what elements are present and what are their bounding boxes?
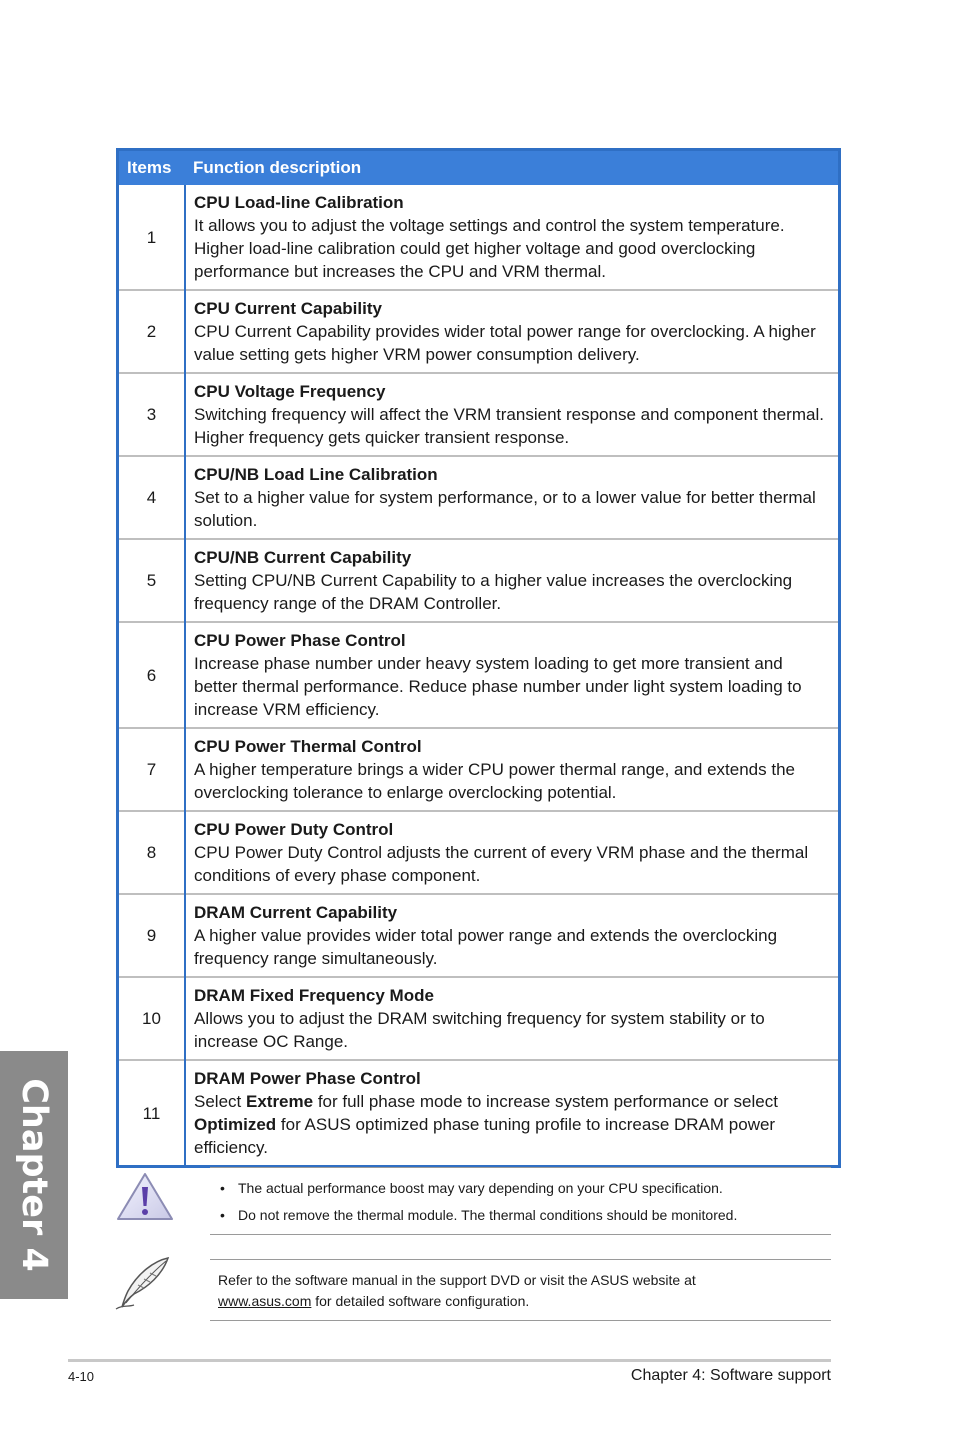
row-desc-bold-optimized: Optimized <box>194 1115 277 1134</box>
row-desc-part: Select <box>194 1092 246 1111</box>
row-description <box>185 894 838 977</box>
warning-note <box>210 1167 831 1235</box>
row-desc-part: for ASUS optimized phase tuning profile to increase DRAM power efficiency. <box>194 1115 776 1157</box>
table-row <box>119 977 838 1060</box>
row-desc: CPU Current Capability provides wider total power range for overclocking. A higher value setting gets higher VRM power consumption delivery. <box>194 322 816 364</box>
row-number: 1 <box>119 185 185 290</box>
row-number: 10 <box>119 977 185 1060</box>
info-note <box>210 1259 831 1321</box>
row-description <box>185 977 838 1060</box>
row-description <box>185 185 838 290</box>
info-note-text <box>210 1260 831 1312</box>
row-title: DRAM Fixed Frequency Mode <box>194 986 434 1005</box>
table-header-row <box>119 151 838 185</box>
footer-chapter-title: Chapter 4: Software support <box>630 1367 831 1384</box>
quill-pen-icon <box>114 1255 174 1311</box>
row-title: CPU Power Thermal Control <box>194 737 422 756</box>
asus-website-link[interactable]: www.asus.com <box>218 1293 312 1309</box>
table-row <box>119 290 838 373</box>
info-note-text-part: for detailed software configuration. <box>311 1293 530 1309</box>
table-row <box>119 894 838 977</box>
warning-bullet: • The actual performance boost may vary depending on your CPU specification. <box>210 1175 831 1202</box>
function-table-grid <box>119 151 838 1165</box>
row-description <box>185 811 838 894</box>
warning-triangle-icon <box>116 1172 174 1222</box>
row-desc <box>194 1090 830 1159</box>
row-description <box>185 373 838 456</box>
row-title: CPU/NB Load Line Calibration <box>194 465 438 484</box>
row-number: 4 <box>119 456 185 539</box>
row-desc: Allows you to adjust the DRAM switching frequency for system stability or to increase OC Range. <box>194 1009 765 1051</box>
row-desc: Setting CPU/NB Current Capability to a higher value increases the overclocking frequency range of the DRAM Controller. <box>194 571 793 613</box>
row-desc-bold-extreme: Extreme <box>245 1092 314 1111</box>
warning-bullet-list <box>210 1175 831 1229</box>
row-number: 3 <box>119 373 185 456</box>
row-description <box>185 539 838 622</box>
header-items: Items <box>119 151 185 185</box>
table-row <box>119 373 838 456</box>
row-description <box>185 1060 838 1165</box>
row-number: 8 <box>119 811 185 894</box>
row-title: DRAM Power Phase Control <box>194 1069 421 1088</box>
row-number: 11 <box>119 1060 185 1165</box>
row-description <box>185 290 838 373</box>
header-function-description: Function description <box>185 151 838 185</box>
row-title: CPU Load-line Calibration <box>194 193 404 212</box>
table-body <box>119 185 838 1165</box>
chapter-side-tab <box>0 1051 68 1299</box>
function-table <box>116 148 841 1168</box>
row-description <box>185 728 838 811</box>
info-note-text-part: Refer to the software manual in the support DVD or visit the ASUS website at <box>218 1272 696 1288</box>
row-title: DRAM Current Capability <box>194 903 398 922</box>
table-row <box>119 185 838 290</box>
row-number: 9 <box>119 894 185 977</box>
row-title: CPU/NB Current Capability <box>194 548 412 567</box>
row-desc: CPU Power Duty Control adjusts the current of every VRM phase and the thermal conditions of every phase component. <box>194 843 809 885</box>
table-row <box>119 811 838 894</box>
row-number: 6 <box>119 622 185 728</box>
row-description <box>185 456 838 539</box>
row-number: 5 <box>119 539 185 622</box>
row-description <box>185 622 838 728</box>
chapter-side-tab-label: Chapter 4 <box>14 1078 54 1272</box>
page-number: 4-10 <box>68 1369 95 1384</box>
warning-bullet: • Do not remove the thermal module. The thermal conditions should be monitored. <box>210 1202 831 1229</box>
row-desc: A higher temperature brings a wider CPU power thermal range, and extends the overclocking tolerance to enlarge overclocking potential. <box>194 760 795 802</box>
table-row <box>119 622 838 728</box>
row-title: CPU Power Phase Control <box>194 631 406 650</box>
row-desc: Switching frequency will affect the VRM transient response and component thermal. Higher frequency gets quicker transient response. <box>194 405 824 447</box>
row-title: CPU Current Capability <box>194 299 382 318</box>
row-title: CPU Power Duty Control <box>194 820 394 839</box>
row-desc: Set to a higher value for system performance, or to a lower value for better thermal solution. <box>194 488 816 530</box>
row-desc: A higher value provides wider total power range and extends the overclocking frequency range simultaneously. <box>194 926 778 968</box>
table-row <box>119 728 838 811</box>
table-row <box>119 456 838 539</box>
row-number: 2 <box>119 290 185 373</box>
row-desc-part: for full phase mode to increase system performance or select <box>313 1092 778 1111</box>
footer-divider <box>68 1359 831 1362</box>
row-desc: It allows you to adjust the voltage settings and control the system temperature. Higher load-line calibration could get higher voltage and good overclocking performance but increases the CPU and VRM thermal. <box>194 216 785 281</box>
table-row <box>119 539 838 622</box>
row-number: 7 <box>119 728 185 811</box>
row-title: CPU Voltage Frequency <box>194 382 386 401</box>
row-desc: Increase phase number under heavy system loading to get more transient and better thermal performance. Reduce phase number under light system loading to increase VRM efficiency. <box>194 654 802 719</box>
table-row <box>119 1060 838 1165</box>
